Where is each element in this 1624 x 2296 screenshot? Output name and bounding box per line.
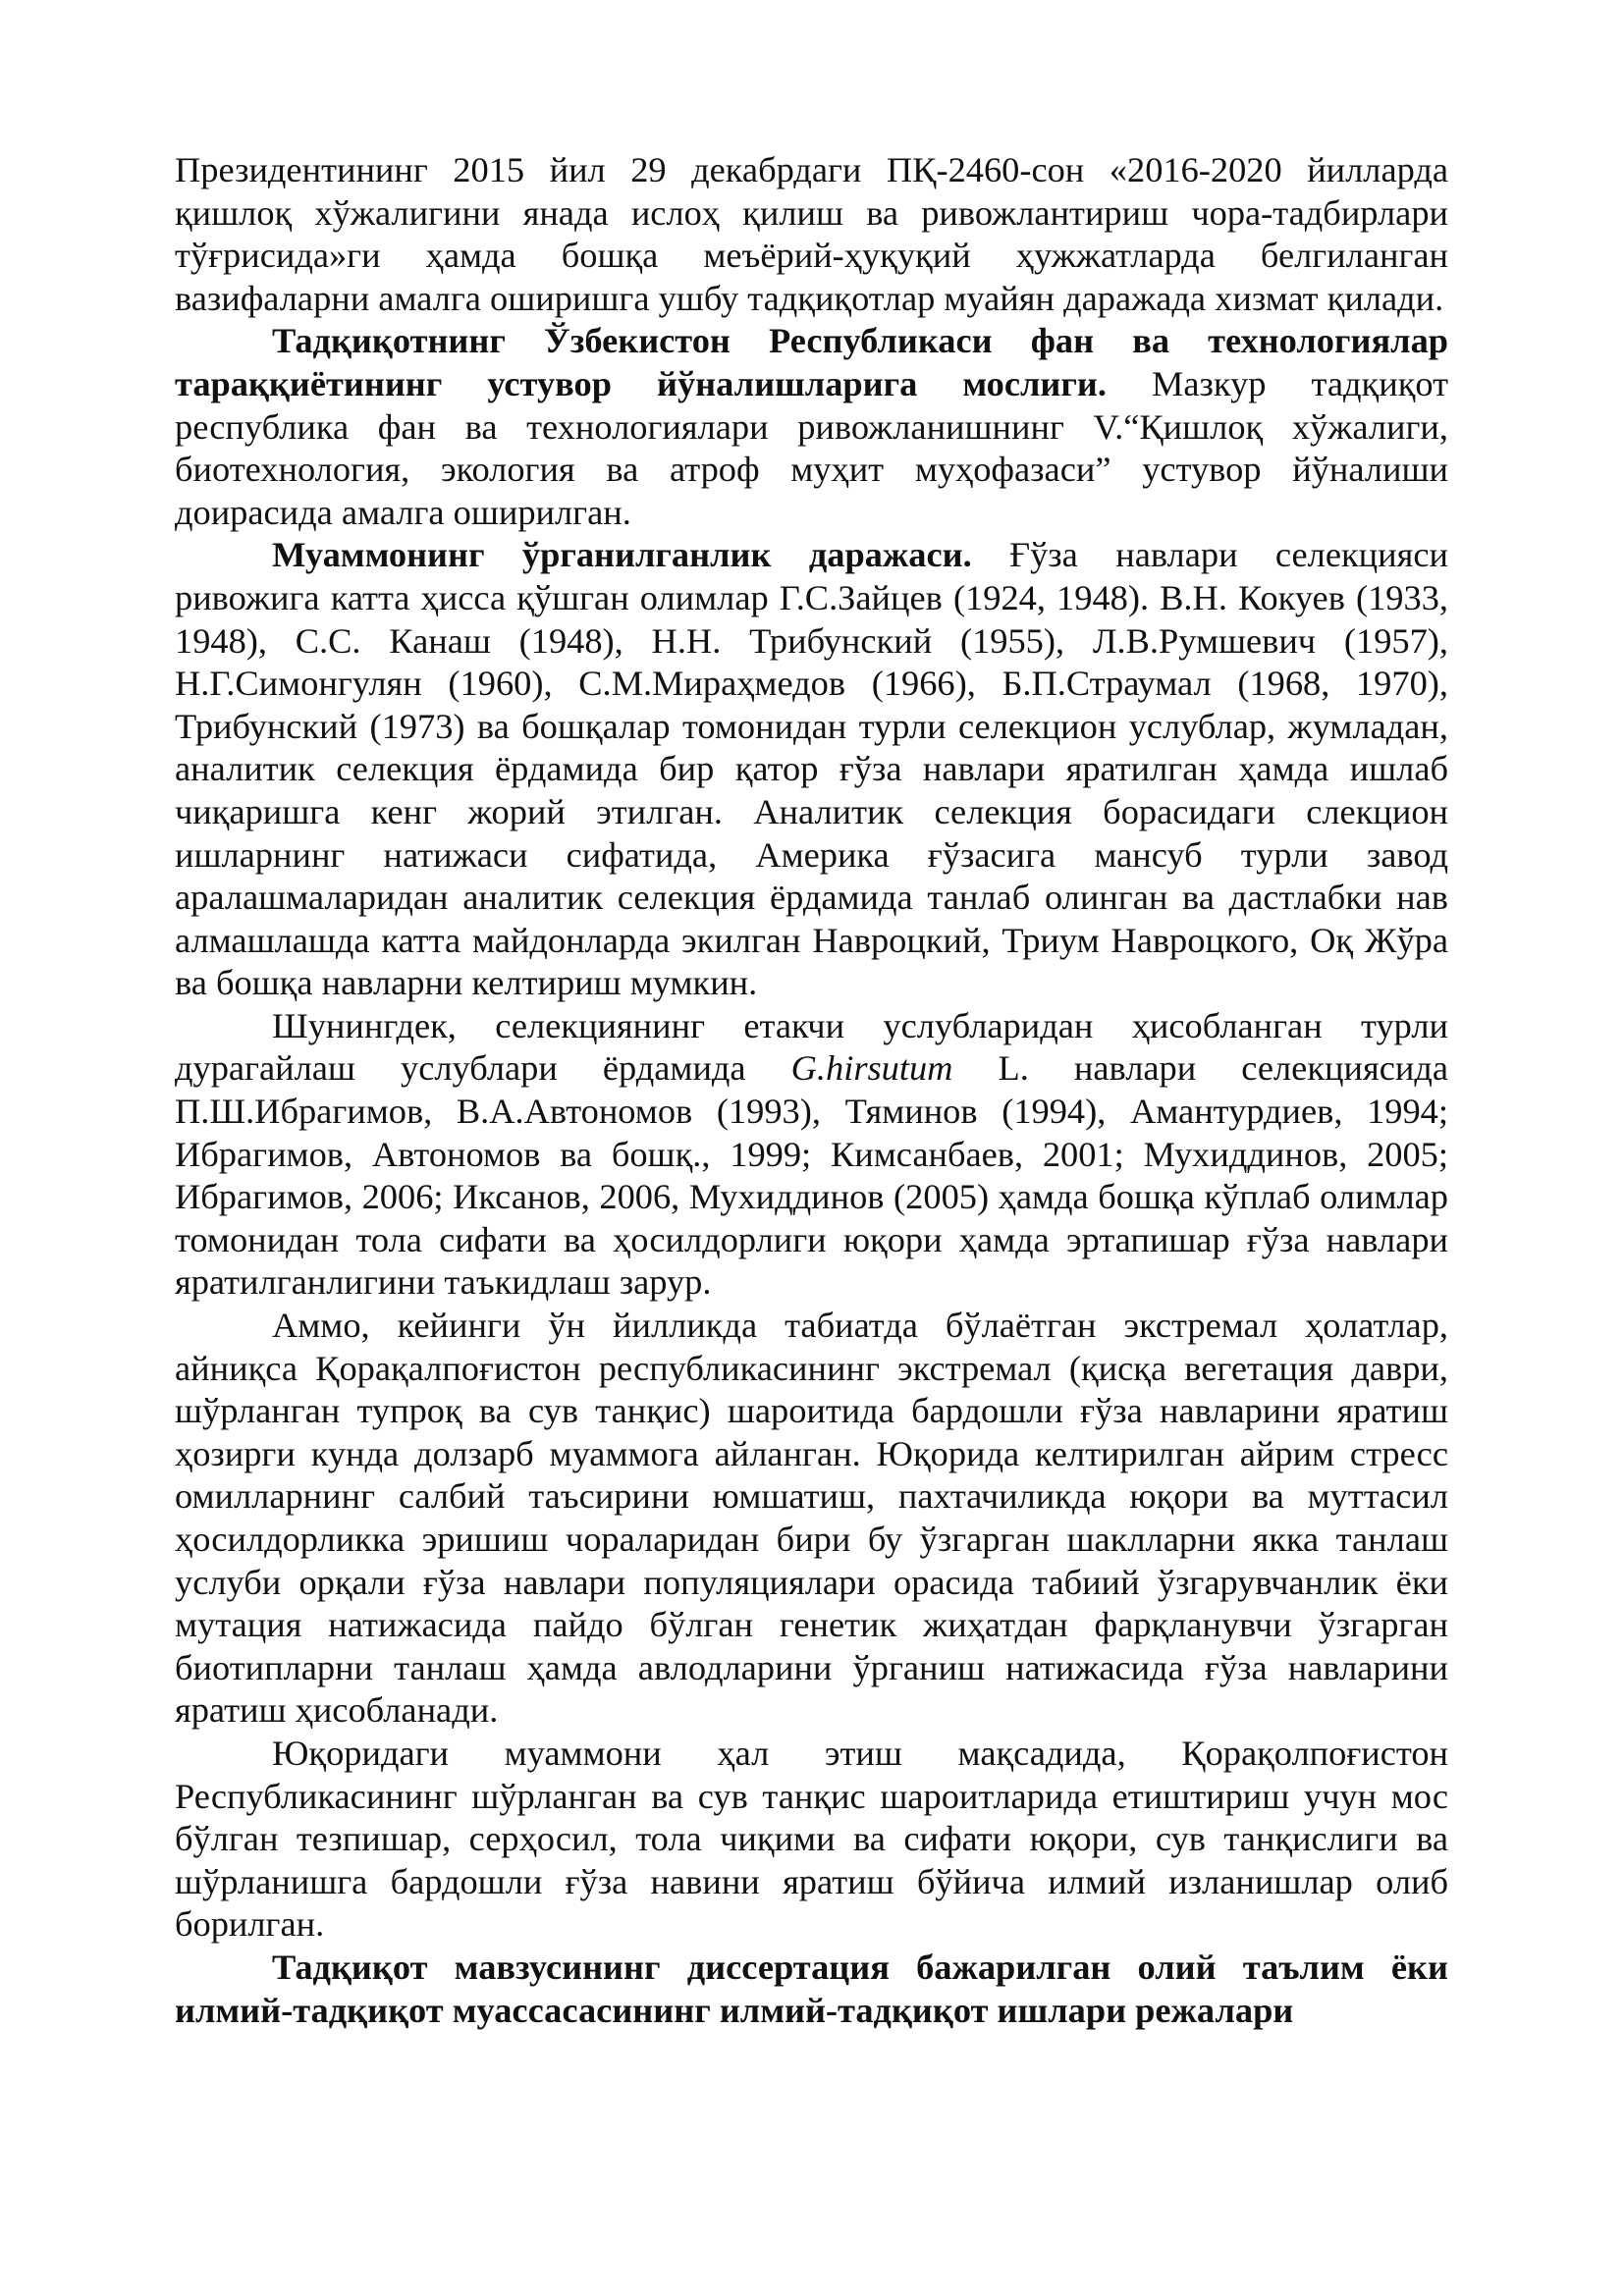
paragraph-text: Президентининг 2015 йил 29 декабрдаги ПҚ-2460-сон «2016-2020 йилларда қишлоқ хўжалигини янада ислоҳ қилиш ва ривожлантириш чора-тадбирлари тўғрисида»ги ҳамда бошқа меъёрий-ҳуқуқий ҳужжатларда белгиланган вазифаларни амалга оширишга ушбу тадқиқотлар муайян даражада хизмат қилади. [175,150,1448,318]
section-heading-relevance: Тадқиқотнинг Ўзбекистон Республикаси фан ва технологиялар тараққиётининг устувор йўналишларига мослиги. [175,321,1448,403]
paragraph-decree-reference [175,149,1448,320]
paragraph-dissertation-plans [175,1947,1448,2032]
paragraph-text: Мазкур тадқиқот республика фан ва технологиялари ривожланишнинг V.“Қишлоқ хўжалиги, биотехнология, экология ва атроф муҳит муҳофазаси” устувор йўналиши доирасида амалга оширилган. [175,363,1449,532]
section-heading-study-level: Муаммонинг ўрганилганлик даражаси. [272,535,972,575]
paragraph-research-goal [175,1733,1448,1947]
paragraph-study-level [175,534,1448,1005]
paragraph-relevance [175,320,1448,534]
paragraph-hybridization [175,1005,1448,1305]
species-name: G.hirsutum [790,1048,953,1089]
paragraph-text: Юқоридаги муаммони ҳал этиш мақсадида, Қорақолпоғистон Республикасининг шўрланган ва сув танқис шароитларида етиштириш учун мос бўлган тезпишар, серҳосил, тола чиқими ва сифати юқори, сув танқислиги ва шўрланишга бардошли ғўза навини яратиш бўйича илмий изланишлар олиб борилган. [175,1733,1448,1945]
paragraph-extreme-conditions [175,1305,1448,1733]
section-heading-dissertation-plans: Тадқиқот мавзусининг диссертация бажарилган олий таълим ёки илмий-тадқиқот муассасасининг илмий-тадқиқот ишлари режалари [175,1947,1448,2030]
paragraph-text: Аммо, кейинги ўн йилликда табиатда бўлаётган экстремал ҳолатлар, айниқса Қорақалпоғистон республикасининг экстремал (қисқа вегетация даври, шўрланган тупроқ ва сув танқис) шароитида бардошли ғўза навларини яратиш ҳозирги кунда долзарб муаммога айланган. Юқорида келтирилган айрим стресс омилларнинг салбий таъсирини юмшатиш, пахтачиликда юқори ва муттасил ҳосилдорликка эришиш чораларидан бири бу ўзгарган шаклларни якка танлаш услуби орқали ғўза навлари популяциялари орасида табиий ўзгарувчанлик ёки мутация натижасида пайдо бўлган генетик жиҳатдан фарқланувчи ўзгарган биотипларни танлаш ҳамда авлодларини ўрганиш натижасида ғўза навларини яратиш ҳисобланади. [175,1306,1448,1731]
paragraph-text-after: L. навлари селекциясида П.Ш.Ибрагимов, В.А.Автономов (1993), Тяминов (1994), Амантурдиев, 1994; Ибрагимов, Автономов ва бошқ., 1999; Кимсанбаев, 2001; Мухиддинов, 2005; Ибрагимов, 2006; Иксанов, 2006, Мухиддинов (2005) ҳамда бошқа кўплаб олимлар томонидан тола сифати ва ҳосилдорлиги юқори ҳамда эртапишар ғўза навлари яратилганлигини таъкидлаш зарур. [175,1048,1448,1303]
paragraph-text: Ғўза навлари селекцияси ривожига катта ҳисса қўшган олимлар Г.С.Зайцев (1924, 1948). В.Н. Кокуев (1933, 1948), С.С. Канаш (1948), Н.Н. Трибунский (1955), Л.В.Румшевич (1957), Н.Г.Симонгулян (1960), С.М.Мираҳмедов (1966), Б.П.Страумал (1968, 1970), Трибунский (1973) ва бошқалар томонидан турли селекцион услублар, жумладан, аналитик селекция ёрдамида бир қатор ғўза навлари яратилган ҳамда ишлаб чиқаришга кенг жорий этилган. Аналитик селекция борасидаги слекцион ишларнинг натижаси сифатида, Америка ғўзасига мансуб турли завод аралашмаларидан аналитик селекция ёрдамида танлаб олинган ва дастлабки нав алмашлашда катта майдонларда экилган Навроцкий, Триум Навроцкого, Оқ Жўра ва бошқа навларни келтириш мумкин. [175,535,1448,1003]
document-page [175,149,1448,2032]
paragraph-text-before: Шунингдек, селекциянинг етакчи услубларидан ҳисобланган турли дурагайлаш услублари ёрдамида [175,1005,1448,1089]
